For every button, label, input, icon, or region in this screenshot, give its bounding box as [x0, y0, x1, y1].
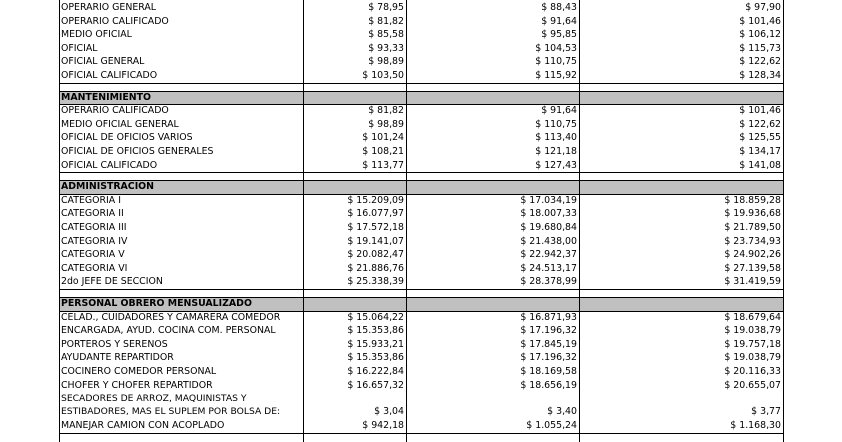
- rate-3-cell: $ 101,46: [739, 105, 781, 117]
- rate-3-cell: $ 18.679,64: [724, 311, 781, 323]
- category-cell: PORTEROS Y SERENOS: [61, 338, 168, 350]
- category-cell: 2do JEFE DE SECCION: [61, 276, 163, 288]
- rate-3-cell: $ 128,34: [739, 70, 781, 81]
- rate-1-cell: $ 15.209,09: [347, 194, 404, 206]
- rate-1-cell: $ 20.082,47: [347, 249, 404, 261]
- table-row: [59, 324, 783, 338]
- rate-3-cell: [579, 180, 783, 194]
- row-divider: [59, 433, 784, 434]
- category-cell: CATEGORIA II: [61, 208, 124, 220]
- rate-3-cell: $ 122,62: [739, 56, 781, 68]
- category-cell: CHOFER Y CHOFER REPARTIDOR: [61, 379, 213, 391]
- rate-1-cell: $ 16.222,84: [347, 366, 404, 377]
- row-divider: [59, 91, 784, 92]
- column-divider: [59, 0, 60, 442]
- category-cell: MANTENIMIENTO: [59, 91, 303, 105]
- category-cell: CELAD., CUIDADORES Y CAMARERA COMEDOR: [61, 311, 281, 323]
- rate-3-cell: $ 101,46: [739, 15, 781, 27]
- category-cell: ENCARGADA, AYUD. COCINA COM. PERSONAL: [61, 325, 276, 337]
- rate-3-cell: $ 19.038,79: [724, 352, 781, 364]
- column-divider: [783, 0, 784, 442]
- rate-2-cell: $ 28.378,99: [520, 276, 577, 288]
- rate-1-cell: $ 98,89: [368, 56, 404, 68]
- table-row: [59, 15, 783, 29]
- rate-2-cell: [406, 91, 579, 105]
- table-row: [59, 275, 783, 289]
- rate-3-cell: $ 27.139,58: [724, 262, 781, 274]
- section-header: [59, 91, 783, 105]
- category-cell: OPERARIO CALIFICADO: [61, 105, 169, 117]
- rate-2-cell: $ 17.845,19: [520, 338, 577, 350]
- rate-2-cell: $ 104,53: [535, 42, 577, 54]
- rate-2-cell: $ 16.871,93: [520, 311, 577, 323]
- rate-2-cell: $ 17.034,19: [520, 194, 577, 206]
- row-divider: [59, 311, 784, 312]
- category-cell: CATEGORIA VI: [61, 262, 128, 274]
- rate-2-cell: $ 113,40: [535, 132, 577, 144]
- rate-3-cell: [579, 297, 783, 311]
- column-divider: [303, 0, 304, 442]
- rate-1-cell: [303, 180, 406, 194]
- rate-2-cell: $ 88,43: [541, 2, 577, 13]
- rate-1-cell: $ 93,33: [368, 42, 404, 54]
- rate-2-cell: $ 95,85: [541, 29, 577, 41]
- rate-2-cell: $ 110,75: [535, 118, 577, 130]
- rate-1-cell: $ 17.572,18: [347, 222, 404, 233]
- rate-1-cell: $ 16.657,32: [347, 379, 404, 391]
- category-cell: OFICIAL GENERAL: [61, 56, 145, 68]
- rate-1-cell: $ 81,82: [368, 105, 404, 117]
- rate-3-cell: $ 23.734,93: [724, 235, 781, 247]
- rate-1-cell: $ 15.933,21: [347, 338, 404, 350]
- table-row: [59, 419, 783, 433]
- rate-1-cell: [303, 91, 406, 105]
- table-row: [59, 159, 783, 173]
- rate-2-cell: $ 21.438,00: [520, 235, 577, 247]
- table-row: [59, 118, 783, 132]
- table-row: [59, 55, 783, 69]
- category-cell: MEDIO OFICIAL GENERAL: [61, 118, 179, 130]
- row-divider: [59, 289, 784, 290]
- rate-2-cell: $ 115,92: [535, 70, 577, 81]
- rate-2-cell: $ 1.055,24: [526, 420, 577, 432]
- rate-1-cell: $ 78,95: [368, 2, 404, 13]
- rate-2-cell: $ 3,40: [547, 406, 577, 418]
- table-row: [59, 379, 783, 393]
- category-cell: OPERARIO GENERAL: [61, 2, 157, 13]
- row-divider: [59, 172, 784, 173]
- category-cell: MANEJAR CAMION CON ACOPLADO: [61, 420, 225, 432]
- rate-3-cell: $ 115,73: [739, 42, 781, 54]
- category-cell: CATEGORIA V: [61, 249, 125, 261]
- category-cell: COCINERO COMEDOR PERSONAL: [61, 366, 217, 377]
- rate-2-cell: $ 127,43: [535, 159, 577, 171]
- table-row: [59, 131, 783, 145]
- rate-2-cell: $ 17.196,32: [520, 325, 577, 337]
- category-cell: PERSONAL OBRERO MENSUALIZADO: [59, 297, 303, 311]
- category-cell: ADMINISTRACION: [59, 180, 303, 194]
- rate-2-cell: $ 91,64: [541, 15, 577, 27]
- category-cell: OPERARIO CALIFICADO: [61, 15, 169, 27]
- section-header: [59, 297, 783, 311]
- rate-3-cell: $ 20.655,07: [724, 379, 781, 391]
- rate-3-cell: $ 122,62: [739, 118, 781, 130]
- rate-3-cell: $ 3,77: [751, 406, 781, 418]
- rate-2-cell: $ 18.169,58: [520, 366, 577, 377]
- table-row: [59, 28, 783, 42]
- table-row: [59, 69, 783, 83]
- row-divider: [59, 194, 784, 195]
- rate-2-cell: $ 18.656,19: [520, 379, 577, 391]
- rate-1-cell: $ 16.077,97: [347, 208, 404, 220]
- rate-3-cell: $ 106,12: [739, 29, 781, 41]
- rate-3-cell: $ 19.038,79: [724, 325, 781, 337]
- category-cell: CATEGORIA I: [61, 194, 121, 206]
- table-row: [59, 338, 783, 352]
- rate-3-cell: $ 21.789,50: [724, 222, 781, 233]
- rate-1-cell: $ 101,24: [362, 132, 404, 144]
- category-cell: CATEGORIA IV: [61, 235, 128, 247]
- rate-1-cell: $ 15.064,22: [347, 311, 404, 323]
- rate-3-cell: $ 134,17: [739, 146, 781, 157]
- category-cell: MEDIO OFICIAL: [61, 29, 132, 41]
- category-cell: OFICIAL CALIFICADO: [61, 70, 158, 81]
- rate-1-cell: $ 103,50: [362, 70, 404, 81]
- rate-2-cell: $ 121,18: [535, 146, 577, 157]
- rate-1-cell: $ 15.353,86: [347, 325, 404, 337]
- column-divider: [579, 0, 580, 442]
- rate-2-cell: $ 24.513,17: [520, 262, 577, 274]
- rate-1-cell: $ 113,77: [362, 159, 404, 171]
- category-cell: SECADORES DE ARROZ, MAQUINISTAS Y ESTIBADORES, MAS EL SUPLEM POR BOLSA DE:: [61, 393, 281, 418]
- rate-3-cell: $ 19.757,18: [724, 338, 781, 350]
- row-divider: [59, 297, 784, 298]
- table-row: [59, 351, 783, 365]
- category-cell: OFICIAL: [61, 42, 98, 54]
- table-row: [59, 1, 783, 15]
- rate-1-cell: $ 81,82: [368, 15, 404, 27]
- table-row: [59, 365, 783, 379]
- table-row: [59, 221, 783, 235]
- table-row: [59, 235, 783, 249]
- rate-3-cell: $ 19.936,68: [724, 208, 781, 220]
- rate-2-cell: $ 19.680,84: [520, 222, 577, 233]
- table-row: [59, 262, 783, 276]
- table-row: [59, 392, 783, 419]
- rate-1-cell: $ 25.338,39: [347, 276, 404, 288]
- rate-3-cell: $ 18.859,28: [724, 194, 781, 206]
- rate-3-cell: $ 125,55: [739, 132, 781, 144]
- section-header: [59, 180, 783, 194]
- table-row: [59, 145, 783, 159]
- rate-1-cell: $ 3,04: [374, 406, 404, 418]
- rate-2-cell: $ 91,64: [541, 105, 577, 117]
- rate-2-cell: $ 18.007,33: [520, 208, 577, 220]
- rate-1-cell: $ 21.886,76: [347, 262, 404, 274]
- row-divider: [59, 83, 784, 84]
- rate-3-cell: $ 141,08: [739, 159, 781, 171]
- rate-1-cell: $ 85,58: [368, 29, 404, 41]
- row-divider: [59, 104, 784, 105]
- column-divider: [406, 0, 407, 442]
- table-row: [59, 207, 783, 221]
- rate-2-cell: $ 22.942,37: [520, 249, 577, 261]
- rate-2-cell: $ 17.196,32: [520, 352, 577, 364]
- table-row: [59, 104, 783, 118]
- rate-2-cell: [406, 297, 579, 311]
- table-row: [59, 194, 783, 208]
- rate-3-cell: $ 97,90: [745, 2, 781, 13]
- category-cell: AYUDANTE REPARTIDOR: [61, 352, 174, 364]
- category-cell: OFICIAL CALIFICADO: [61, 159, 158, 171]
- table-row: [59, 311, 783, 325]
- rate-3-cell: $ 1.168,30: [730, 420, 781, 432]
- rate-2-cell: [406, 180, 579, 194]
- rate-1-cell: $ 98,89: [368, 118, 404, 130]
- rate-3-cell: $ 31.419,59: [724, 276, 781, 288]
- table-row: [59, 248, 783, 262]
- rate-3-cell: $ 20.116,33: [724, 366, 781, 377]
- rate-1-cell: $ 19.141,07: [347, 235, 404, 247]
- category-cell: OFICIAL DE OFICIOS VARIOS: [61, 132, 193, 144]
- rate-3-cell: $ 24.902,26: [724, 249, 781, 261]
- rate-1-cell: $ 108,21: [362, 146, 404, 157]
- category-cell: OFICIAL DE OFICIOS GENERALES: [61, 146, 214, 157]
- rate-1-cell: $ 942,18: [362, 420, 404, 432]
- table-row: [59, 42, 783, 56]
- row-divider: [59, 180, 784, 181]
- rate-1-cell: [303, 297, 406, 311]
- rate-1-cell: $ 15.353,86: [347, 352, 404, 364]
- rate-2-cell: $ 110,75: [535, 56, 577, 68]
- category-cell: CATEGORIA III: [61, 222, 127, 233]
- rate-3-cell: [579, 91, 783, 105]
